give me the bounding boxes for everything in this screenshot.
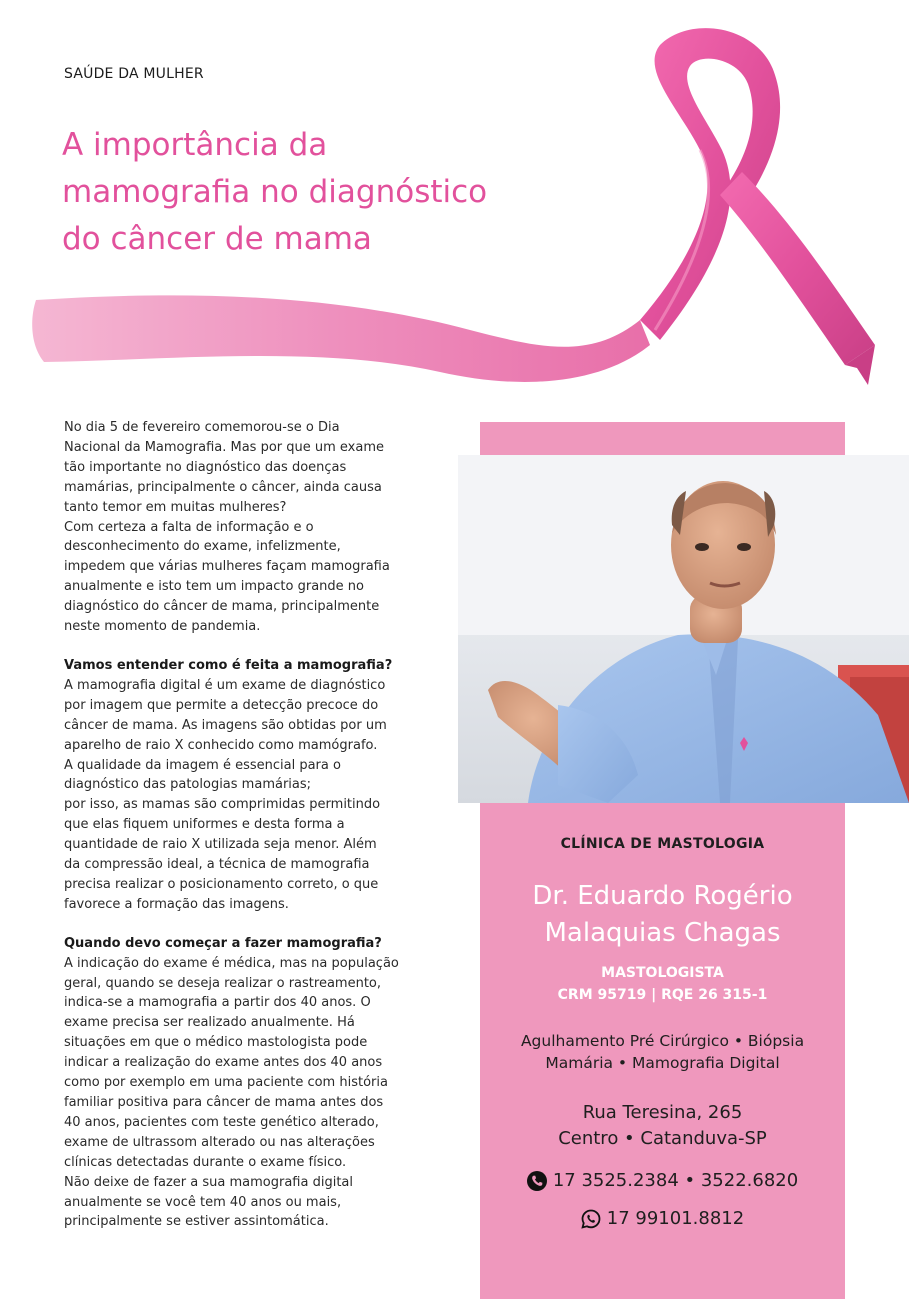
phone-contact[interactable] [480, 1170, 845, 1191]
article-line: precisa realizar o posicionamento correto, o que [64, 876, 379, 892]
article-line: diagnóstico das patologias mamárias; [64, 777, 312, 793]
article-line: por isso, as mamas são comprimidas permitindo [64, 797, 381, 813]
subheading: Vamos entender como é feita a mamografia? [64, 657, 393, 673]
doctor-name-line: Malaquias Chagas [544, 918, 781, 948]
article-line: principalmente se estiver assintomática. [64, 1214, 329, 1230]
address-street: Rua Teresina, 265 [582, 1102, 743, 1123]
article-line: No dia 5 de fevereiro comemorou-se o Dia [64, 420, 340, 435]
specialty-label: MASTOLOGISTA [601, 965, 724, 981]
article-line: clínicas detectadas durante o exame físico. [64, 1154, 347, 1170]
clinic-name: CLÍNICA DE MASTOLOGIA [560, 836, 765, 852]
article-line: aparelho de raio X conhecido como mamógrafo. [64, 737, 378, 753]
phone-numbers: 17 3525.2384 • 3522.6820 [552, 1170, 799, 1191]
article-line: neste momento de pandemia. [64, 619, 261, 635]
article-line: quantidade de raio X utilizada seja menor. Além [64, 837, 377, 853]
doctor-photo [458, 455, 909, 803]
clinic-address [480, 1100, 845, 1152]
headline-line: mamografia no diagnóstico [62, 174, 488, 210]
whatsapp-contact[interactable] [480, 1208, 845, 1229]
article-line: indica-se a mamografia a partir dos 40 anos. O [64, 995, 371, 1011]
article-line: favorece a formação das imagens. [64, 896, 289, 912]
address-city: Centro • Catanduva-SP [558, 1128, 767, 1149]
article-line: que elas fiquem uniformes e desta forma a [64, 817, 345, 833]
registration-number: CRM 95719 | RQE 26 315-1 [557, 987, 768, 1003]
article-line: Com certeza a falta de informação e o [64, 519, 314, 535]
article-line: tanto temor em muitas mulheres? [64, 499, 287, 515]
headline-line: A importância da [62, 127, 328, 163]
article-line: Não deixe de fazer a sua mamografia digital [64, 1174, 353, 1190]
article-line: desconhecimento do exame, infelizmente, [64, 539, 341, 555]
article-line: anualmente se você tem 40 anos ou mais, [64, 1194, 342, 1210]
article-line: A mamografia digital é um exame de diagnóstico [64, 677, 386, 693]
headline-line: do câncer de mama [62, 221, 372, 257]
article-line: diagnóstico do câncer de mama, principalmente [64, 599, 380, 615]
article-line: 40 anos, pacientes com teste genético alterado, [64, 1114, 379, 1130]
section-label: SAÚDE DA MULHER [64, 66, 204, 82]
article-headline [62, 122, 622, 263]
article-line: A indicação do exame é médica, mas na população [64, 955, 399, 971]
article-line: Nacional da Mamografia. Mas por que um exame [64, 439, 385, 455]
whatsapp-icon [581, 1209, 601, 1229]
procedures-line: Agulhamento Pré Cirúrgico • Biópsia [520, 1032, 805, 1050]
article-line: da compressão ideal, a técnica de mamografia [64, 857, 370, 873]
article-line: situações em que o médico mastologista pode [64, 1035, 368, 1051]
article-line: por imagem que permite a detecção precoce do [64, 697, 379, 713]
whatsapp-number: 17 99101.8812 [606, 1208, 745, 1229]
article-body [64, 418, 426, 1232]
article-line: indicar a realização do exame antes dos 40 anos [64, 1055, 383, 1071]
subheading: Quando devo começar a fazer mamografia? [64, 935, 382, 951]
article-line: impedem que várias mulheres façam mamografia [64, 559, 390, 575]
article-line: familiar positiva para câncer de mama antes dos [64, 1095, 384, 1110]
doctor-name [480, 878, 845, 952]
article-line: câncer de mama. As imagens são obtidas por um [64, 717, 387, 733]
article-line: como por exemplo em uma paciente com história [64, 1075, 388, 1091]
doctor-name-line: Dr. Eduardo Rogério [532, 881, 793, 911]
procedures-line: Mamária • Mamografia Digital [545, 1054, 780, 1072]
article-line: A qualidade da imagem é essencial para o [64, 757, 341, 773]
article-line: anualmente e isto tem um impacto grande no [64, 579, 364, 595]
article-line: mamárias, principalmente o câncer, ainda causa [64, 479, 382, 495]
procedures-list [480, 1030, 845, 1074]
article-line: geral, quando se deseja realizar o rastreamento, [64, 975, 381, 991]
article-line: tão importante no diagnóstico das doenças [64, 459, 347, 475]
phone-icon [527, 1171, 547, 1191]
article-line: exame precisa ser realizado anualmente. Há [64, 1015, 355, 1031]
doctor-credentials [480, 962, 845, 1006]
article-line: exame de ultrassom alterado ou nas alterações [64, 1134, 375, 1150]
